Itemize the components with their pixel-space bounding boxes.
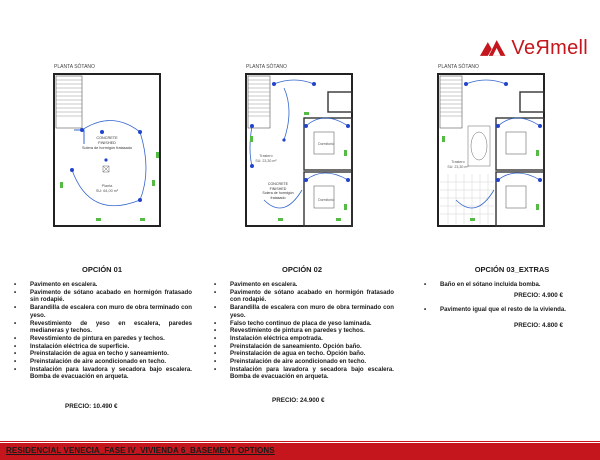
bedroom-label: Dormitorio xyxy=(318,142,334,146)
option-3-features-2 xyxy=(424,306,582,314)
floor-plan-3 xyxy=(436,64,548,230)
option-3-title: OPCIÓN 03_EXTRAS xyxy=(474,265,550,274)
list-item: • Falso techo continuo de placa de yeso laminada. xyxy=(214,320,394,328)
list-item: • Pavimento igual que el resto de la vivienda. xyxy=(424,306,582,314)
bedroom-label: Dormitorio xyxy=(318,198,334,202)
option-3-extra-2-price: PRECIO: 4.800 € xyxy=(514,322,563,329)
list-item: • Baño en el sótano incluida bomba. xyxy=(424,281,582,289)
list-item: • Preinstalación de agua en techo y saneamiento. xyxy=(14,350,192,358)
area-label: Trastero SU: 23,30 m² xyxy=(447,160,469,169)
option-2-title: OPCIÓN 02 xyxy=(281,265,322,274)
list-item: • Revestimiento de pintura en paredes y techos. xyxy=(214,327,394,335)
room-finish-label: CONCRETE FINISHED Solera de hormigón fratasado xyxy=(81,136,133,150)
list-item: • Preinstalación de aire acondicionado en techo. xyxy=(214,358,394,366)
list-item: • Instalación eléctrica de superficie. xyxy=(14,343,192,351)
brand-name: VeЯmell xyxy=(511,37,588,59)
area-label: Planta SU: 64,00 m² xyxy=(95,184,119,193)
option-3-extra-1-price: PRECIO: 4.900 € xyxy=(514,292,563,299)
plan-label: PLANTA SÓTANO xyxy=(54,64,95,70)
option-2-features xyxy=(214,281,394,381)
footer-title: RESIDENCIAL VENECIA_FASE IV_VIVIENDA 6_BASEMENT OPTIONS xyxy=(6,446,275,455)
floor-plan-1 xyxy=(52,64,162,230)
list-item: • Revestimiento de pintura en paredes y techos. xyxy=(14,335,192,343)
footer-divider xyxy=(0,441,600,442)
plan-label: PLANTA SÓTANO xyxy=(246,64,287,70)
list-item: • Instalación para lavadora y secadora bajo escalera. Bomba de evacuación en arqueta. xyxy=(14,366,192,381)
list-item: • Instalación para lavadora y secadora bajo escalera. Bomba de evacuación en arqueta. xyxy=(214,366,394,381)
list-item: • Pavimento de sótano acabado en hormigón fratasado con rodapié. xyxy=(214,289,394,304)
floor-plan-2 xyxy=(244,64,356,230)
option-1-title: OPCIÓN 01 xyxy=(81,265,122,274)
area-label: Trastero SU: 23,30 m² xyxy=(255,154,277,163)
list-item: • Preinstalación de agua en techo. Opción baño. xyxy=(214,350,394,358)
brand-logo xyxy=(478,36,588,60)
list-item: • Instalación eléctrica empotrada. xyxy=(214,335,394,343)
list-item: • Preinstalación de saneamiento. Opción baño. xyxy=(214,343,394,351)
list-item: • Revestimiento de yeso en escalera, paredes medianeras y techos. xyxy=(14,320,192,335)
plan-label: PLANTA SÓTANO xyxy=(438,64,479,70)
list-item: • Barandilla de escalera con muro de obra terminado con yeso. xyxy=(214,304,394,319)
list-item: • Pavimento de sótano acabado en hormigón fratasado sin rodapié. xyxy=(14,289,192,304)
list-item: • Pavimento en escalera. xyxy=(14,281,192,289)
option-1-price: PRECIO: 10.490 € xyxy=(65,403,118,410)
option-2-price: PRECIO: 24.900 € xyxy=(272,397,325,404)
vermell-logo-icon xyxy=(478,36,509,60)
list-item: • Pavimento en escalera. xyxy=(214,281,394,289)
option-3-features xyxy=(424,281,582,289)
room-finish-label: CONCRETE FINISHED Solera de hormigón fratasado xyxy=(262,182,294,200)
list-item: • Barandilla de escalera con muro de obra terminado con yeso. xyxy=(14,304,192,319)
list-item: • Preinstalación de aire acondicionado en techo. xyxy=(14,358,192,366)
option-1-features xyxy=(14,281,192,381)
